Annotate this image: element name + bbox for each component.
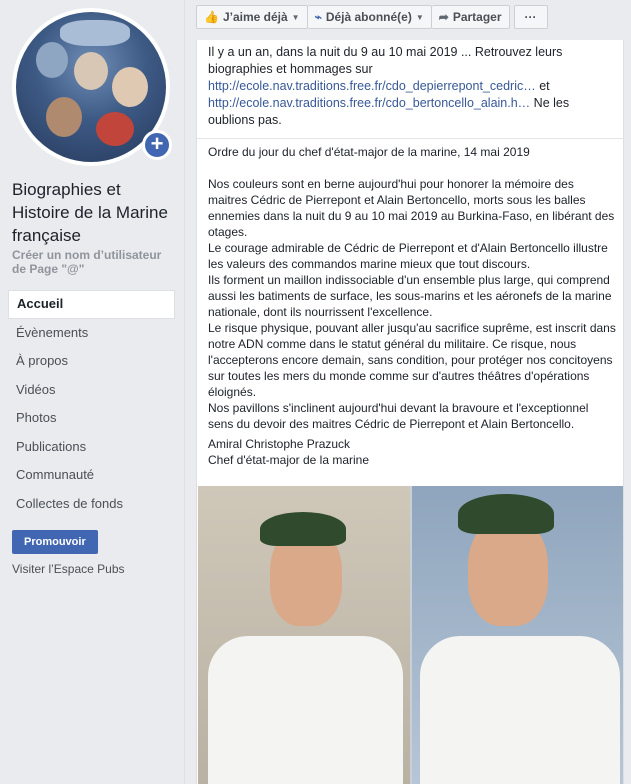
nav-item-evenements[interactable]: Évènements <box>16 324 89 340</box>
connector-text: et <box>539 79 550 93</box>
chevron-down-icon: ▼ <box>415 12 424 22</box>
photo-left-commando <box>198 486 410 784</box>
bio-link-bertoncello[interactable]: http://ecole.nav.traditions.free.fr/cdo_bertoncello_alain.h… <box>208 96 531 110</box>
divider <box>197 138 623 139</box>
nav-item-communaute[interactable]: Communauté <box>16 467 95 482</box>
post-card <box>196 40 624 784</box>
rss-icon: ⌁ <box>314 10 322 24</box>
follow-label: Déjà abonné(e) <box>325 10 412 24</box>
ordre-paragraph: Nos pavillons s'inclinent aujourd'hui devant la bravoure et l'exceptionnel sens du devoir des maitres Cédric de Pierrepont et Alain Bertoncello. <box>208 401 589 431</box>
portrait-face <box>46 97 82 137</box>
ordre-paragraph: Ils forment un maillon indissociable d'un ensemble plus large, qui comprend aussi les batiments de surface, les sous-marins et les aéronefs de la marine nationale, dont ils nourrissent l'excellence. <box>208 273 612 319</box>
ads-center-link[interactable]: Visiter l’Espace Pubs <box>12 562 125 576</box>
page-title: Biographies et Histoire de la Marine française <box>12 180 168 245</box>
portrait-face <box>36 42 68 78</box>
post-intro-text: Il y a un an, dans la nuit du 9 au 10 mai 2019 ... Retrouvez leurs biographies et hommages sur <box>208 45 563 76</box>
post-outro-text: Ne les oublions pas. <box>208 96 570 127</box>
portrait-face <box>96 112 134 146</box>
nav-item-collectes[interactable]: Collectes de fonds <box>16 495 123 511</box>
add-photo-icon[interactable]: + <box>142 130 172 160</box>
create-username-link[interactable]: Créer un nom d’utilisateur de Page "@" <box>12 248 162 276</box>
more-options-button[interactable]: ··· <box>514 5 548 29</box>
nav-item-accueil[interactable]: Accueil <box>8 290 175 319</box>
share-label: Partager <box>452 10 502 24</box>
post-intro <box>208 44 616 129</box>
thumbs-up-icon: 👍 <box>204 10 219 24</box>
nav-item-photos[interactable]: Photos <box>16 410 57 425</box>
ordre-paragraph: Le risque physique, pouvant aller jusqu'au sacrifice suprême, est inscrit dans notre ADN comme dans le statut général du militaire. Ce risque, nous l'accepterons encore demain, sans condition, pour protéger nos concitoyens sur toutes les mers du monde comme sur d'autres théâtres d'opérations éloignés. <box>208 321 616 399</box>
nav-item-publications[interactable]: Publications <box>16 438 87 454</box>
like-page-button[interactable] <box>196 5 308 29</box>
portrait-face <box>74 52 108 90</box>
page-action-bar <box>196 5 548 31</box>
nav-item-a-propos[interactable]: À propos <box>16 353 69 368</box>
signature-title: Chef d'état-major de la marine <box>208 453 370 467</box>
portrait-face <box>112 67 148 107</box>
ordre-du-jour <box>208 144 616 468</box>
page-profile-picture[interactable] <box>12 8 170 166</box>
nav-item-videos[interactable]: Vidéos <box>16 381 56 397</box>
post-photo[interactable] <box>198 486 623 784</box>
ordre-paragraph: Le courage admirable de Cédric de Pierrepont et d'Alain Bertoncello illustre les valeurs des commandos marine mieux que tout discours. <box>208 241 608 271</box>
portrait-face <box>60 20 130 46</box>
follow-page-button[interactable] <box>308 5 432 29</box>
share-arrow-icon: ➦ <box>438 10 449 24</box>
left-sidebar <box>0 0 185 784</box>
like-label: J’aime déjà <box>222 10 288 24</box>
share-button[interactable] <box>432 5 510 29</box>
chevron-down-icon: ▼ <box>291 12 300 22</box>
photo-right-commando <box>412 486 623 784</box>
ordre-title: Ordre du jour du chef d'état-major de la marine, 14 mai 2019 <box>208 145 530 159</box>
bio-link-depierrepont[interactable]: http://ecole.nav.traditions.free.fr/cdo_depierrepont_cedric… <box>208 79 536 93</box>
ordre-paragraph: Nos couleurs sont en berne aujourd'hui pour honorer la mémoire des maitres Cédric de Pierrepont et Alain Bertoncello, morts sous les balles ennemies dans la nuit du 9 au 10 mai 2019 au Burkina-Faso, en libérant des otages. <box>208 177 615 239</box>
promote-button[interactable]: Promouvoir <box>12 530 98 554</box>
signature-name: Amiral Christophe Prazuck <box>208 437 351 451</box>
page-nav <box>8 290 175 518</box>
